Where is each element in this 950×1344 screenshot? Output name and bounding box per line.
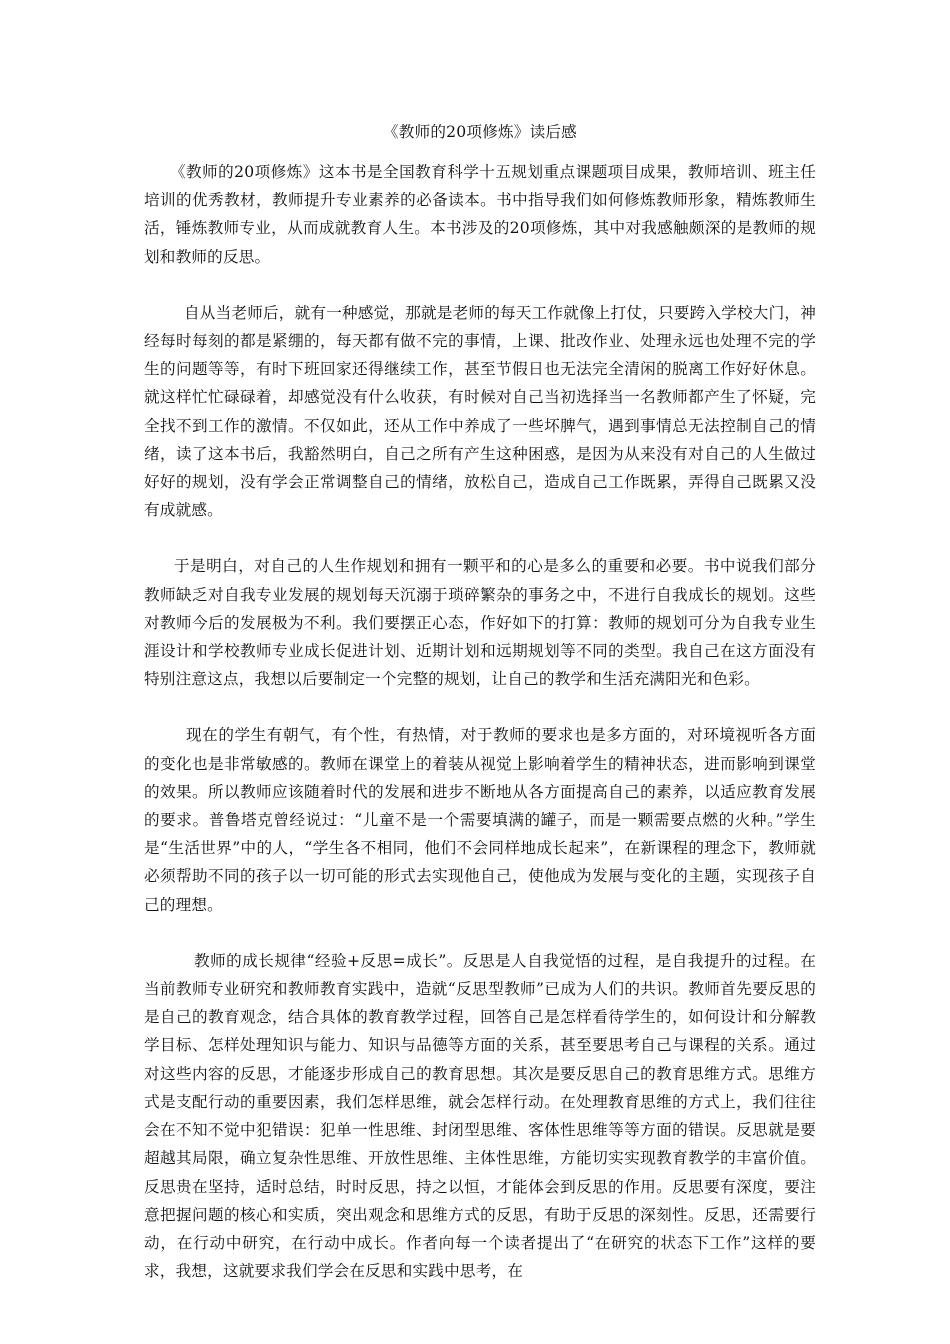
document-title: 《教师的20项修炼》读后感 bbox=[383, 123, 577, 141]
paragraph-2: 自从当老师后，就有一种感觉，那就是老师的每天工作就像上打仗，只要跨入学校大门，神经每时每刻的都是紧绷的，每天都有做不完的事情，上课、批改作业、处理永远也处理不完的学生的问题等等，有时下班回家还得继续工作，甚至节假日也无法完全清闲的脱离工作好好休息。就这样忙忙碌碌着，却感觉没有什么收获，有时候对自己当初选择当一名教师都产生了怀疑，完全找不到工作的激情。不仅如此，还从工作中养成了一些坏脾气，遇到事情总无法控制自己的情绪，读了这本书后，我豁然明白，自己之所有产生这种困惑，是因为从来没有对自己的人生做过好好的规划，没有学会正常调整自己的情绪，放松自己，造成自己工作既累，弄得自己既累又没有成就感。 bbox=[144, 303, 816, 520]
document-body bbox=[144, 118, 816, 1285]
paragraph-5: 教师的成长规律“经验+反思=成长”。反思是人自我觉悟的过程，是自我提升的过程。在当前教师专业研究和教师教育实践中，造就“反思型教师”已成为人们的共识。教师首先要反思的是自己的教育观念，结合具体的教育教学过程，回答自己是怎样看待学生的，如何设计和分解教学目标、怎样处理知识与能力、知识与品德等方面的关系，甚至要思考自己与课程的关系。通过对这些内容的反思，才能逐步形成自己的教育思想。其次是要反思自己的教育思维方式。思维方式是支配行动的重要因素，我们怎样思维，就会怎样行动。在处理教育思维的方式上，我们往往会在不知不觉中犯错误：犯单一性思维、封闭型思维、客体性思维等等方面的错误。反思就是要超越其局限，确立复杂性思维、开放性思维、主体性思维，方能切实实现教育教学的丰富价值。反思贵在坚持，适时总结，时时反思，持之以恒，才能体会到反思的作用。反思要有深度，要注意把握问题的核心和实质，突出观念和思维方式的反思，有助于反思的深刻性。反思，还需要行动，在行动中研究，在行动中成长。作者向每一个读者提出了“在研究的状态下工作”这样的要求，我想，这就要求我们学会在反思和实践中思考，在 bbox=[144, 951, 816, 1281]
paragraph-4: 现在的学生有朝气，有个性，有热情，对于教师的要求也是多方面的，对环境视听各方面的变化也是非常敏感的。教师在课堂上的着装从视觉上影响着学生的精神状态，进而影响到课堂的效果。所以教师应该随着时代的发展和进步不断地从各方面提高自己的素养，以适应教育发展的要求。普鲁塔克曾经说过：“儿童不是一个需要填满的罐子，而是一颗需要点燃的火种。”学生是“生活世界”中的人，“学生各不相同，他们不会同样地成长起来”，在新课程的理念下，教师就必须帮助不同的孩子以一切可能的形式去实现他自己，使他成为发展与变化的主题，实现孩子自己的理想。 bbox=[144, 726, 816, 914]
paragraph-3: 于是明白，对自己的人生作规划和拥有一颗平和的心是多么的重要和必要。书中说我们部分教师缺乏对自我专业发展的规划每天沉溺于琐碎繁杂的事务之中，不进行自我成长的规划。这些对教师今后的发展极为不利。我们要摆正心态，作好如下的打算：教师的规划可分为自我专业生涯设计和学校教师专业成长促进计划、近期计划和远期规划等不同的类型。我自己在这方面没有特别注意这点，我想以后要制定一个完整的规划，让自己的教学和生活充满阳光和色彩。 bbox=[144, 557, 816, 689]
paragraph-1: 《教师的20项修炼》这本书是全国教育科学十五规划重点课题项目成果，教师培训、班主任培训的优秀教材，教师提升专业素养的必备读本。书中指导我们如何修炼教师形象，精炼教师生活，锤炼教师专业，从而成就教育人生。本书涉及的20项修炼，其中对我感触颇深的是教师的规划和教师的反思。 bbox=[144, 163, 816, 266]
